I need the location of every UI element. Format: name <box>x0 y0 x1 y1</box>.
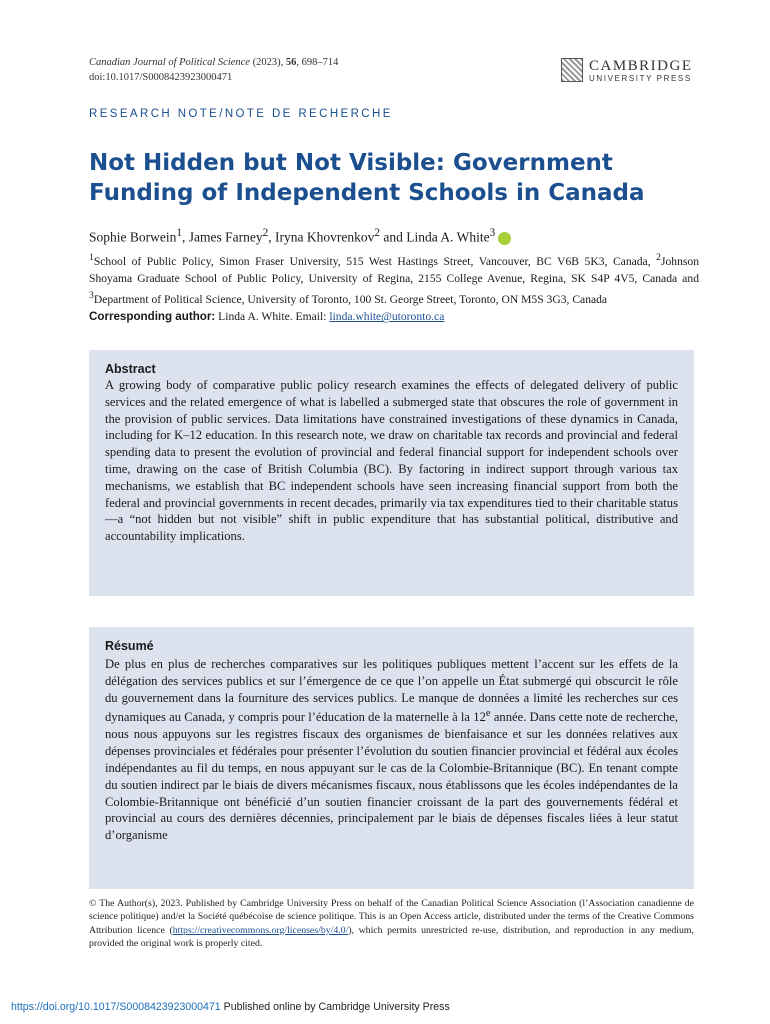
publisher-logo-name: CAMBRIDGE <box>589 58 693 74</box>
abstract-box <box>89 350 694 596</box>
corresponding-text: Linda A. White. Email: <box>215 310 330 324</box>
corresponding-label: Corresponding author: <box>89 310 216 324</box>
resume-heading: Résumé <box>105 639 154 653</box>
corresponding-author <box>89 308 699 325</box>
author-separator: , <box>268 229 275 245</box>
author-affil-sup: 3 <box>489 227 496 239</box>
copyright-notice <box>89 897 694 951</box>
affil-sup: 1 <box>89 252 94 263</box>
orcid-icon[interactable] <box>498 232 511 245</box>
affil-sup: 2 <box>656 252 661 263</box>
journal-citation <box>89 55 338 85</box>
article-doi: doi:10.1017/S0008423923000471 <box>89 72 233 83</box>
affil-text: Johnson Shoyama Graduate School of Public Policy, University of Regina, 2155 College Avenue, Regina, SK S4P 4V5, Canada and <box>89 254 699 286</box>
corresponding-email-link[interactable]: linda.white@utoronto.ca <box>329 310 445 324</box>
journal-pages: , 698–714 <box>296 57 339 68</box>
author-affil-sup: 2 <box>262 227 269 239</box>
abstract-text: A growing body of comparative public policy research examines the effects of delegated delivery of public services and the related emergence of what is labelled a submerged state that obscures the role of government in the provision of public services. Data limitations have constrained investigations of these dynamics in Canada, including for K–12 education. In this research note, we draw on charitable tax records and provincial and federal spending data to present the evolution of provincial and federal financial support for independent schools over time, drawing on the case of British Columbia (BC). By factoring in indirect support through various tax mechanisms, we establish that BC independent schools have seen increasing financial support from both the federal and provincial governments in recent decades, primarily via tax expenditures tied to their charitable status—a “not hidden but not visible” shift in public expenditure that has substantial political, distributive and accountability implications. <box>105 378 678 544</box>
affiliations <box>89 249 699 326</box>
journal-volume: 56 <box>285 57 297 68</box>
affil-text: Department of Political Science, University of Toronto, 100 St. George Street, Toronto, ON M5S 3G3, Canada <box>93 293 608 307</box>
author-separator: and <box>379 229 407 245</box>
footer-text: Published online by Cambridge University Press <box>220 1001 450 1013</box>
copyright-text: © The Author(s), 2023. Published by Cambridge University Press on behalf of the Canadian Political Science Association (l’Association canadienne de science politique) and/et la Société québécoise de science politique. This is an Open Access article, distributed under the terms of the Creative Commons Attribution licence ( <box>89 898 694 936</box>
resume-box <box>89 627 694 889</box>
cambridge-shield-icon <box>561 58 583 82</box>
license-link[interactable]: https://creativecommons.org/licenses/by/4.0/ <box>172 924 349 936</box>
resume-text <box>105 656 678 844</box>
resume-text-part: année. Dans cette note de recherche, nous nous appuyons sur les registres fiscaux des organismes de bienfaisance et sur les données relatives aux dépenses provinciales et fédérales pour présenter l’évolution du soutien financier provincial et fédéral aux écoles indépendantes au fil du temps, en nous appuyant sur le cas de la Colombie-Britannique (BC). En tenant compte du soutien indirect par le biais de divers mécanismes fiscaux, nous établissons que les écoles indépendantes de la Colombie-Britannique ont bénéficié d’un soutien financier croissant de la part des gouvernements fédéral et provincial au cours des dernières décennies, principalement par le biais de dépenses fiscales liées à leur statut d’organisme <box>105 710 678 843</box>
journal-year: (2023), <box>249 57 286 68</box>
publisher-logo <box>561 58 701 84</box>
author-name[interactable]: Iryna Khovrenkov <box>274 229 375 245</box>
affil-sup: 3 <box>89 290 94 302</box>
page-footer <box>11 1001 450 1013</box>
resume-sup: e <box>485 708 491 720</box>
author-name[interactable]: Sophie Borwein <box>89 229 177 245</box>
resume-text-part: De plus en plus de recherches comparatives sur les politiques publiques mettent l’accent sur les effets de la délégation des services publics et sur l’émergence de ce que l’on appelle un État submergé qui obscurcit le rôle du gouvernement dans la fourniture des services publics. Le manque de données a limité les recherches sur ces dynamiques au Canada, y compris pour l’éducation de la maternelle à la 12 <box>105 657 678 725</box>
footer-doi-link[interactable]: https://doi.org/10.1017/S0008423923000471 <box>11 1001 221 1013</box>
publisher-logo-sub: UNIVERSITY PRESS <box>589 74 692 83</box>
author-list <box>89 224 511 247</box>
author-affil-sup: 1 <box>176 227 182 239</box>
section-label: RESEARCH NOTE/NOTE DE RECHERCHE <box>89 108 393 120</box>
author-separator: , <box>182 229 189 245</box>
abstract-heading: Abstract <box>105 362 156 376</box>
copyright-text: ), which permits unrestricted re-use, distribution, and reproduction in any medium, provided the original work is properly cited. <box>89 924 694 950</box>
affil-text: School of Public Policy, Simon Fraser University, 515 West Hastings Street, Vancouver, BC V6B 5K3, Canada, <box>93 254 657 268</box>
author-name[interactable]: Linda A. White <box>406 229 490 245</box>
author-name[interactable]: James Farney <box>188 229 263 245</box>
article-title: Not Hidden but Not Visible: Government Funding of Independent Schools in Canada <box>89 150 645 206</box>
author-affil-sup: 2 <box>374 227 380 239</box>
journal-name: Canadian Journal of Political Science <box>89 57 250 68</box>
